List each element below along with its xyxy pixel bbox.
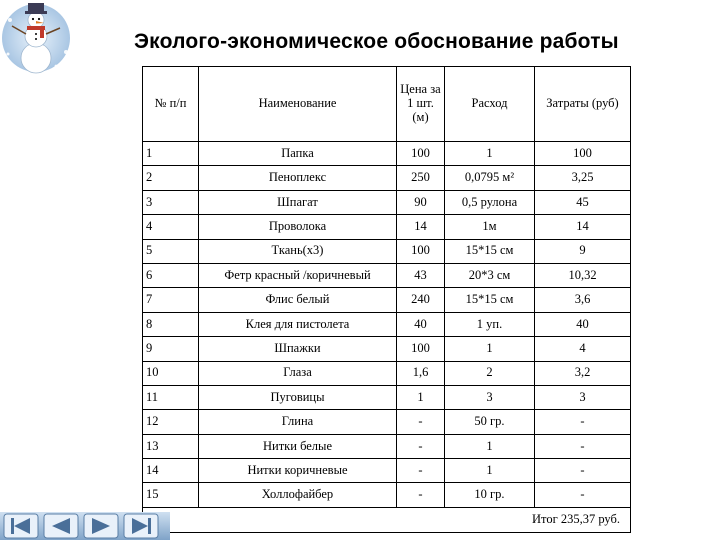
header-num: № п/п bbox=[143, 67, 199, 142]
cell-price: 100 bbox=[397, 239, 445, 263]
cell-num: 13 bbox=[143, 434, 199, 458]
table-row bbox=[143, 239, 631, 263]
cell-price: - bbox=[397, 434, 445, 458]
cell-price: 1 bbox=[397, 385, 445, 409]
cell-num: 4 bbox=[143, 215, 199, 239]
cell-name: Нитки коричневые bbox=[199, 459, 397, 483]
page-title: Эколого-экономическое обоснование работы bbox=[134, 30, 619, 53]
cell-cost: 100 bbox=[535, 142, 631, 166]
cell-num: 2 bbox=[143, 166, 199, 190]
header-name: Наименование bbox=[199, 67, 397, 142]
cell-num: 1 bbox=[143, 142, 199, 166]
cell-cost: 14 bbox=[535, 215, 631, 239]
cell-price: 43 bbox=[397, 263, 445, 287]
table-row bbox=[143, 410, 631, 434]
cell-cost: 45 bbox=[535, 190, 631, 214]
cell-usage: 1 bbox=[445, 434, 535, 458]
cell-usage: 10 гр. bbox=[445, 483, 535, 507]
table-row bbox=[143, 142, 631, 166]
slide-nav-bar bbox=[0, 508, 170, 540]
cell-price: 1,6 bbox=[397, 361, 445, 385]
table-row bbox=[143, 385, 631, 409]
cell-price: 40 bbox=[397, 312, 445, 336]
cell-num: 14 bbox=[143, 459, 199, 483]
table-row bbox=[143, 215, 631, 239]
last-slide-icon[interactable] bbox=[124, 514, 158, 538]
cell-usage: 0,0795 м² bbox=[445, 166, 535, 190]
header-price: Цена за 1 шт. (м) bbox=[397, 67, 445, 142]
table-header-row bbox=[143, 67, 631, 142]
cost-table bbox=[142, 66, 631, 533]
table-row bbox=[143, 337, 631, 361]
table-row bbox=[143, 459, 631, 483]
header-usage: Расход bbox=[445, 67, 535, 142]
cell-cost: - bbox=[535, 483, 631, 507]
cell-price: 100 bbox=[397, 337, 445, 361]
cell-price: - bbox=[397, 459, 445, 483]
cell-name: Пуговицы bbox=[199, 385, 397, 409]
cell-num: 11 bbox=[143, 385, 199, 409]
prev-slide-icon[interactable] bbox=[44, 514, 78, 538]
cell-num: 7 bbox=[143, 288, 199, 312]
cell-price: 250 bbox=[397, 166, 445, 190]
cell-price: - bbox=[397, 410, 445, 434]
table-row bbox=[143, 166, 631, 190]
cell-usage: 0,5 рулона bbox=[445, 190, 535, 214]
cell-usage: 1 bbox=[445, 337, 535, 361]
cell-cost: - bbox=[535, 410, 631, 434]
header-cost: Затраты (руб) bbox=[535, 67, 631, 142]
cell-cost: 3,25 bbox=[535, 166, 631, 190]
cell-name: Папка bbox=[199, 142, 397, 166]
table-row bbox=[143, 312, 631, 336]
cell-cost: 3,6 bbox=[535, 288, 631, 312]
table-row bbox=[143, 190, 631, 214]
cell-num: 6 bbox=[143, 263, 199, 287]
cell-name: Шпажки bbox=[199, 337, 397, 361]
cell-price: 14 bbox=[397, 215, 445, 239]
cell-price: 90 bbox=[397, 190, 445, 214]
cell-name: Глина bbox=[199, 410, 397, 434]
cell-price: 100 bbox=[397, 142, 445, 166]
cell-usage: 1 bbox=[445, 459, 535, 483]
cell-num: 3 bbox=[143, 190, 199, 214]
cell-price: 240 bbox=[397, 288, 445, 312]
cell-usage: 3 bbox=[445, 385, 535, 409]
cell-cost: 3,2 bbox=[535, 361, 631, 385]
table-total-row bbox=[143, 507, 631, 532]
cell-name: Нитки белые bbox=[199, 434, 397, 458]
cell-usage: 15*15 см bbox=[445, 239, 535, 263]
cell-usage: 1 bbox=[445, 142, 535, 166]
table-row bbox=[143, 483, 631, 507]
next-slide-icon[interactable] bbox=[84, 514, 118, 538]
cell-name: Фетр красный /коричневый bbox=[199, 263, 397, 287]
cell-num: 5 bbox=[143, 239, 199, 263]
table-row bbox=[143, 434, 631, 458]
first-slide-icon[interactable] bbox=[4, 514, 38, 538]
cell-cost: 3 bbox=[535, 385, 631, 409]
cell-num: 8 bbox=[143, 312, 199, 336]
cell-name: Холлофайбер bbox=[199, 483, 397, 507]
cell-name: Проволока bbox=[199, 215, 397, 239]
cell-num: 10 bbox=[143, 361, 199, 385]
cell-name: Флис белый bbox=[199, 288, 397, 312]
cell-usage: 50 гр. bbox=[445, 410, 535, 434]
cell-name: Шпагат bbox=[199, 190, 397, 214]
cell-num: 9 bbox=[143, 337, 199, 361]
cell-usage: 1м bbox=[445, 215, 535, 239]
cell-name: Ткань(х3) bbox=[199, 239, 397, 263]
cell-cost: - bbox=[535, 459, 631, 483]
cell-num: 15 bbox=[143, 483, 199, 507]
cell-name: Глаза bbox=[199, 361, 397, 385]
cell-cost: 40 bbox=[535, 312, 631, 336]
cell-name: Пеноплекс bbox=[199, 166, 397, 190]
cell-cost: 10,32 bbox=[535, 263, 631, 287]
cell-cost: 4 bbox=[535, 337, 631, 361]
cell-usage: 2 bbox=[445, 361, 535, 385]
cell-price: - bbox=[397, 483, 445, 507]
cell-name: Клея для пистолета bbox=[199, 312, 397, 336]
cell-cost: 9 bbox=[535, 239, 631, 263]
cell-usage: 15*15 см bbox=[445, 288, 535, 312]
table-row bbox=[143, 263, 631, 287]
cell-usage: 1 уп. bbox=[445, 312, 535, 336]
total-cost: Итог 235,37 руб. bbox=[143, 507, 631, 532]
cell-num: 12 bbox=[143, 410, 199, 434]
cell-cost: - bbox=[535, 434, 631, 458]
snowman-icon bbox=[0, 0, 80, 80]
table-row bbox=[143, 361, 631, 385]
cell-usage: 20*3 см bbox=[445, 263, 535, 287]
table-row bbox=[143, 288, 631, 312]
